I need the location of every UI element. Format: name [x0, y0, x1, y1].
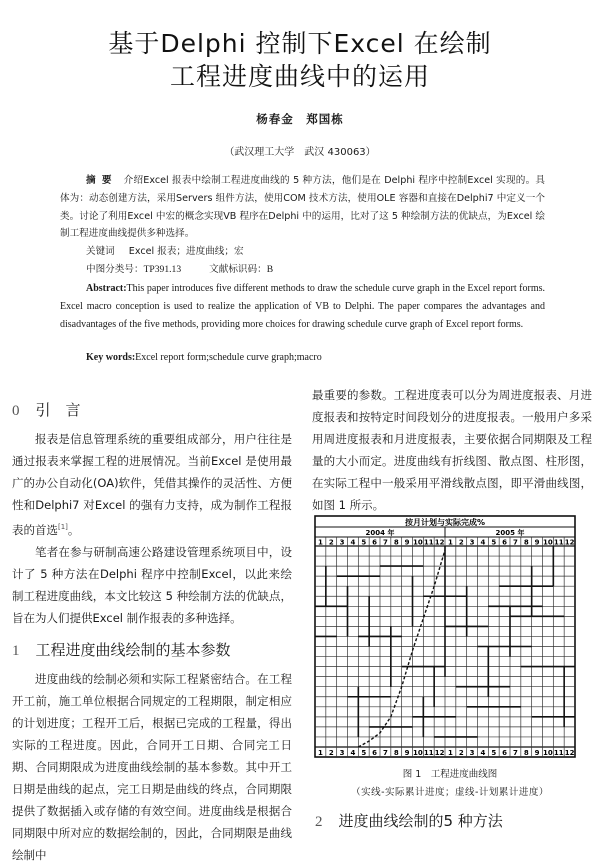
chart-year-2004: 2004 年	[365, 529, 395, 537]
svg-text:4: 4	[480, 538, 486, 547]
section-1-title: 工程进度曲线绘制的基本参数	[35, 640, 231, 659]
svg-text:10: 10	[413, 538, 423, 547]
svg-text:6: 6	[372, 538, 378, 547]
figure-subcaption: （实线-实际累计进度；虚线-计划累计进度）	[351, 787, 549, 798]
chart-title: 按月计划与实际完成%	[404, 518, 486, 527]
svg-text:2: 2	[328, 749, 334, 757]
section-0-heading	[12, 395, 292, 426]
left-column	[12, 395, 292, 866]
svg-text:8: 8	[523, 538, 529, 547]
svg-text:7: 7	[382, 749, 388, 757]
abstract-cn	[60, 172, 545, 243]
svg-text:12: 12	[564, 538, 575, 547]
section-1-heading	[12, 635, 292, 666]
authors: 杨春金 郑国栋	[256, 112, 344, 126]
svg-text:5: 5	[491, 749, 497, 757]
keywords-en-label: Key words:	[86, 352, 136, 363]
svg-text:3: 3	[339, 538, 345, 547]
svg-text:4: 4	[480, 749, 486, 757]
chart-year-2005: 2005 年	[495, 529, 525, 537]
svg-text:2: 2	[458, 749, 464, 757]
abstract-en-text: This paper introduces five different methods to draw the schedule curve graph in the Excel report forms. Excel macro conception is used to realize the application of VB to Delphi. The paper compares the advantages and disadvantages of the five methods, providing more choices for drawing schedule curve graph of Excel report forms.	[60, 283, 545, 330]
section-2-number: 2	[315, 814, 323, 830]
keywords-cn-label: 关键词	[86, 246, 115, 257]
section-0-paragraph-1: 报表是信息管理系统的重要组成部分，用户往往是通过报表来掌握工程的进展情况。当前Excel 是使用最广的办公自动化(OA)软件，凭借其操作的灵活性、方便性和Delphi7 对Excel 的强有力支持，成为制作工程报表的首选[1]。	[12, 432, 292, 537]
section-0-paragraph-2: 笔者在参与研制高速公路建设管理系统项目中，设计了 5 种方法在Delphi 程序中控制Excel，以此来绘制工程进度曲线，本文比较这 5 种绘制方法的优缺点，旨在为人们提供Excel 制作报表的多种选择。	[12, 544, 292, 625]
svg-text:8: 8	[393, 538, 399, 547]
section-1-number: 1	[12, 642, 20, 659]
doc-value: B	[266, 264, 274, 275]
svg-text:4: 4	[350, 538, 356, 547]
svg-text:11: 11	[553, 749, 564, 757]
doc-label: 文献标识码：	[209, 264, 267, 275]
svg-text:7: 7	[512, 749, 518, 757]
class-label: 中图分类号：	[86, 264, 144, 275]
svg-text:1: 1	[447, 749, 453, 757]
section-2-title: 进度曲线绘制的5 种方法	[338, 812, 503, 830]
classification	[86, 261, 273, 279]
abstract-en-label: Abstract:	[86, 283, 127, 294]
keywords-en-text: Excel report form;schedule curve graph;macro	[135, 352, 322, 363]
svg-text:10: 10	[413, 749, 423, 757]
section-0-title: 引 言	[35, 401, 81, 419]
affiliation: （武汉理工大学 武汉 430063）	[224, 147, 376, 158]
abstract-cn-label: 摘要	[86, 175, 118, 186]
svg-text:7: 7	[382, 538, 388, 547]
svg-text:11: 11	[553, 538, 564, 547]
svg-text:2: 2	[328, 538, 334, 547]
svg-text:12: 12	[434, 538, 445, 547]
svg-text:1: 1	[317, 538, 323, 547]
svg-text:8: 8	[523, 749, 529, 757]
svg-text:8: 8	[393, 749, 399, 757]
svg-text:3: 3	[339, 749, 345, 757]
svg-text:1: 1	[317, 749, 323, 757]
class-value: TP391.13	[143, 264, 182, 275]
paper-title-line2: 工程进度曲线中的运用	[169, 62, 430, 91]
figure-caption: 图 1 工程进度曲线图	[402, 769, 498, 780]
svg-text:3: 3	[469, 538, 475, 547]
svg-text:11: 11	[423, 749, 434, 757]
svg-text:4: 4	[350, 749, 356, 757]
svg-text:12: 12	[564, 749, 575, 757]
svg-text:5: 5	[361, 749, 367, 757]
svg-text:2: 2	[458, 538, 464, 547]
svg-text:1: 1	[447, 538, 453, 547]
svg-text:11: 11	[423, 538, 434, 547]
svg-text:9: 9	[404, 538, 410, 547]
right-column	[312, 384, 592, 516]
keywords-en	[86, 352, 322, 363]
citation-ref: [1]	[58, 523, 68, 531]
keywords-cn-text: Excel 报表；进度曲线；宏	[128, 246, 244, 257]
svg-text:9: 9	[534, 538, 540, 547]
abstract-en	[60, 280, 545, 333]
section-1-paragraph-1: 进度曲线的绘制必须和实际工程紧密结合。在工程开工前，施工单位根据合同规定的工程期限，制定相应的计划进度；工程开工后，根据已完成的工程量，得出实际的工程进度。因此，合同开工日期、合同完工日期、合同期限成为进度曲线绘制的基本参数。其中开工日期是曲线的起点，完工日期是曲线的终点，合同期限提供了数据插入或存储的有效空间。进度曲线是根据合同期限中所对应的数据绘制的，因此，合同期限是曲线绘制中	[12, 671, 292, 862]
svg-text:12: 12	[434, 749, 445, 757]
svg-text:9: 9	[404, 749, 410, 757]
chart-month-labels-top	[318, 539, 575, 547]
section-1-paragraph-continued: 最重要的参数。工程进度表可以分为周进度报表、月进度报表和按特定时间段划分的进度报表。一般用户多采用周进度报表和月进度报表，主要依据合同期限及工程量的大小而定。进度曲线有折线图、散点图、柱形图，在实际工程中一般采用平滑线散点图，即平滑曲线图，如图 1 所示。	[312, 388, 592, 512]
svg-text:5: 5	[361, 538, 367, 547]
svg-text:6: 6	[502, 749, 508, 757]
section-2-heading	[315, 806, 503, 837]
svg-text:3: 3	[469, 749, 475, 757]
chart-month-labels-bottom	[318, 749, 575, 757]
svg-text:9: 9	[534, 749, 540, 757]
svg-text:5: 5	[491, 538, 497, 547]
svg-text:10: 10	[543, 749, 553, 757]
svg-text:6: 6	[372, 749, 378, 757]
svg-text:10: 10	[543, 538, 553, 547]
abstract-cn-text: 介绍Excel 报表中绘制工程进度曲线的 5 种方法，他们是在 Delphi 程序中控制Excel 实现的。具体为：动态创建方法，采用Servers 组件方法，使用COM 技术方法，使用OLE 容器和直接在Delphi7 中定义一个类。讨论了利用Excel 中宏的概念实现VB 程序在Delphi 中的运用，比对了这 5 种绘制方法的优缺点，为Excel 绘制工程进度曲线提供多种选择。	[60, 175, 545, 240]
svg-text:6: 6	[502, 538, 508, 547]
section-0-number: 0	[12, 403, 20, 419]
keywords-cn	[86, 243, 244, 261]
paper-title-line1: 基于Delphi 控制下Excel 在绘制	[108, 29, 492, 58]
schedule-curve-chart	[314, 515, 576, 759]
svg-text:7: 7	[512, 538, 518, 547]
